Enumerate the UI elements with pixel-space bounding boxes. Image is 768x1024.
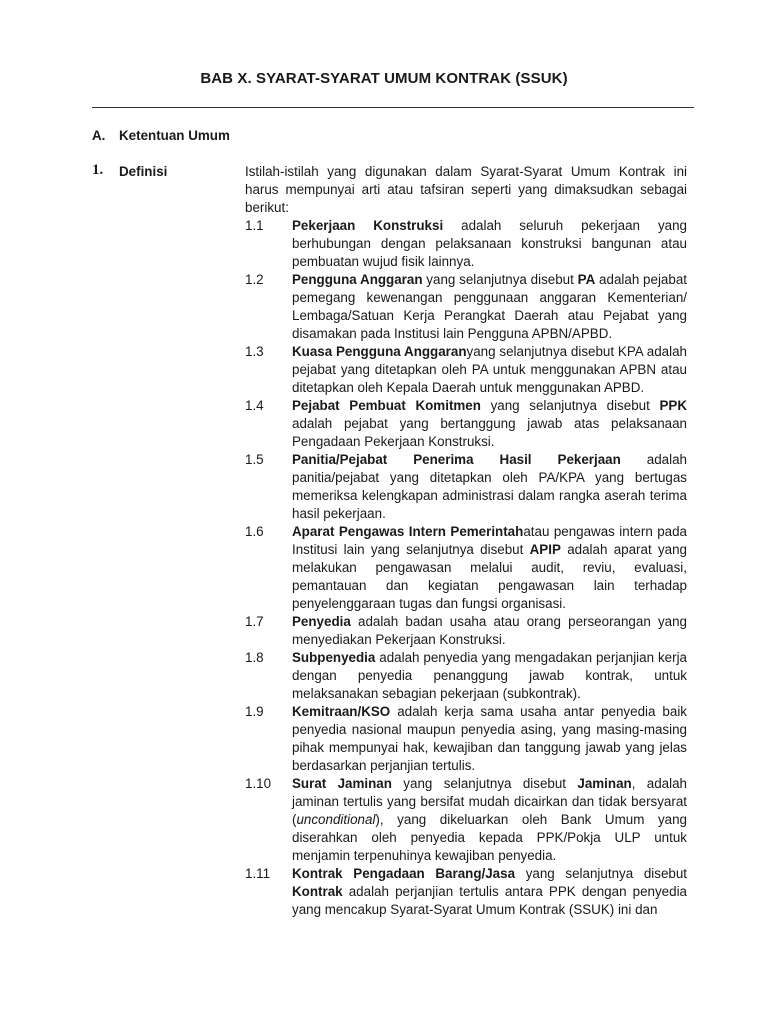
definition-item (245, 703, 687, 775)
definition-item (245, 217, 687, 271)
definitions-list (245, 217, 687, 919)
definition-text (292, 523, 687, 613)
defined-term: Pejabat Pembuat Komitmen (292, 398, 481, 413)
definition-segment: adalah pejabat yang bertanggung jawab atas pelaksanaan Pengadaan Pekerjaan Konstruksi. (292, 416, 687, 449)
defined-term: PPK (659, 398, 688, 413)
definition-item (245, 649, 687, 703)
section-title: Ketentuan Umum (119, 128, 230, 143)
definition-segment: adalah perjanjian tertulis antara PPK dengan penyedia yang mencakup Syarat-Syarat Umum Kontrak (SSUK) ini dan (292, 884, 687, 917)
chapter-title: BAB X. SYARAT-SYARAT UMUM KONTRAK (SSUK) (200, 70, 568, 87)
title-divider (92, 107, 694, 108)
definition-text (292, 775, 687, 865)
definition-segment: unconditional (296, 812, 376, 827)
definition-segment: adalah panitia/pejabat yang ditetapkan oleh PA/KPA yang bertugas memeriksa kelengkapan administrasi dalam rangka aserah terima hasil pekerjaan. (292, 452, 687, 521)
definition-segment: ), yang dikeluarkan oleh Bank Umum yang diserahkan oleh penyedia kepada PPK/Pokja ULP untuk menjamin terpenuhinya kewajiban penyedia. (292, 812, 687, 863)
definition-item (245, 865, 687, 919)
definition-segment: yang selanjutnya disebut (391, 776, 578, 791)
definition-number: 1.3 (245, 344, 264, 359)
definition-number: 1.2 (245, 272, 264, 287)
item-number: 1. (92, 162, 104, 178)
defined-term: Pekerjaan Konstruksi (292, 218, 444, 233)
definition-item (245, 271, 687, 343)
definition-number: 1.11 (245, 866, 271, 881)
definition-number: 1.5 (245, 452, 264, 467)
definition-number: 1.4 (245, 398, 264, 413)
definition-text (292, 217, 687, 271)
defined-term: Aparat Pengawas Intern Pemerintah (292, 524, 524, 539)
definition-item (245, 343, 687, 397)
defined-term: Penyedia (292, 614, 351, 629)
definition-segment: atau pengawas intern pada Institusi lain yang selanjutnya disebut (292, 524, 688, 557)
definition-segment: adalah kerja sama usaha antar penyedia baik penyedia nasional maupun penyedia asing, yang masing-masing pihak mempunyai hak, kewajiban dan tanggung jawab yang jelas berdasarkan perjanjian tertulis. (292, 704, 687, 773)
defined-term: Kontrak Pengadaan Barang/Jasa (292, 866, 516, 881)
definition-number: 1.8 (245, 650, 264, 665)
definition-item (245, 523, 687, 613)
definition-segment: , adalah jaminan tertulis yang bersifat mudah dicairkan dan tidak bersyarat ( (292, 776, 688, 827)
definition-text (292, 703, 687, 775)
definition-text (292, 649, 687, 703)
definition-item (245, 397, 687, 451)
definition-number: 1.9 (245, 704, 264, 719)
defined-term: Subpenyedia (292, 650, 376, 665)
definition-segment: adalah penyedia yang mengadakan perjanjian kerja dengan penyedia penanggung jawab kontrak, untuk melaksanakan sebagian pekerjaan (subkontrak). (292, 650, 687, 701)
definition-number: 1.1 (245, 218, 264, 233)
definition-text (292, 865, 687, 919)
section-letter: A. (92, 128, 106, 143)
definition-text (292, 397, 687, 451)
definition-segment: yang selanjutnya disebut KPA adalah pejabat yang ditetapkan oleh PA untuk menggunakan APBN atau ditetapkan oleh Kepala Daerah untuk menggunakan APBD. (292, 344, 687, 395)
defined-term: Panitia/Pejabat Penerima Hasil Pekerjaan (292, 452, 621, 467)
defined-term: Surat Jaminan (292, 776, 392, 791)
definition-segment: adalah aparat yang melakukan pengawasan melalui audit, reviu, evaluasi, pemantauan dan kegiatan pengawasan lain terhadap penyelenggaraan tugas dan fungsi organisasi. (292, 542, 687, 611)
definition-segment: yang selanjutnya disebut (515, 866, 688, 881)
defined-term: Kuasa Pengguna Anggaran (292, 344, 467, 359)
definition-segment: adalah pejabat pemegang kewenangan penggunaan anggaran Kementerian/ Lembaga/Satuan Kerja Perangkat Daerah atau Pejabat yang disamakan pada Institusi lain Pengguna APBN/APBD. (292, 272, 687, 341)
definition-segment: yang selanjutnya disebut (422, 272, 578, 287)
defined-term: Kontrak (292, 884, 343, 899)
definition-segment: yang selanjutnya disebut (480, 398, 660, 413)
definition-text (292, 451, 687, 523)
definition-segment: adalah badan usaha atau orang perseorangan yang menyediakan Pekerjaan Konstruksi. (292, 614, 687, 647)
defined-term: Pengguna Anggaran (292, 272, 423, 287)
definition-number: 1.10 (245, 776, 272, 791)
definition-text (292, 613, 687, 649)
defined-term: APIP (529, 542, 561, 557)
definition-item (245, 451, 687, 523)
definition-item (245, 613, 687, 649)
definition-item (245, 775, 687, 865)
definitions-intro: Istilah-istilah yang digunakan dalam Syarat-Syarat Umum Kontrak ini harus mempunyai arti atau tafsiran seperti yang dimaksudkan sebagai berikut: (245, 164, 687, 215)
definition-text (292, 271, 687, 343)
definition-segment: adalah seluruh pekerjaan yang berhubungan dengan pelaksanaan konstruksi bangunan atau pembuatan wujud fisik lainnya. (292, 218, 687, 269)
defined-term: Jaminan (577, 776, 632, 791)
item-title: Definisi (119, 164, 168, 179)
defined-term: Kemitraan/KSO (292, 704, 391, 719)
defined-term: PA (577, 272, 596, 287)
definition-number: 1.7 (245, 614, 264, 629)
definition-number: 1.6 (245, 524, 264, 539)
definition-text (292, 343, 687, 397)
